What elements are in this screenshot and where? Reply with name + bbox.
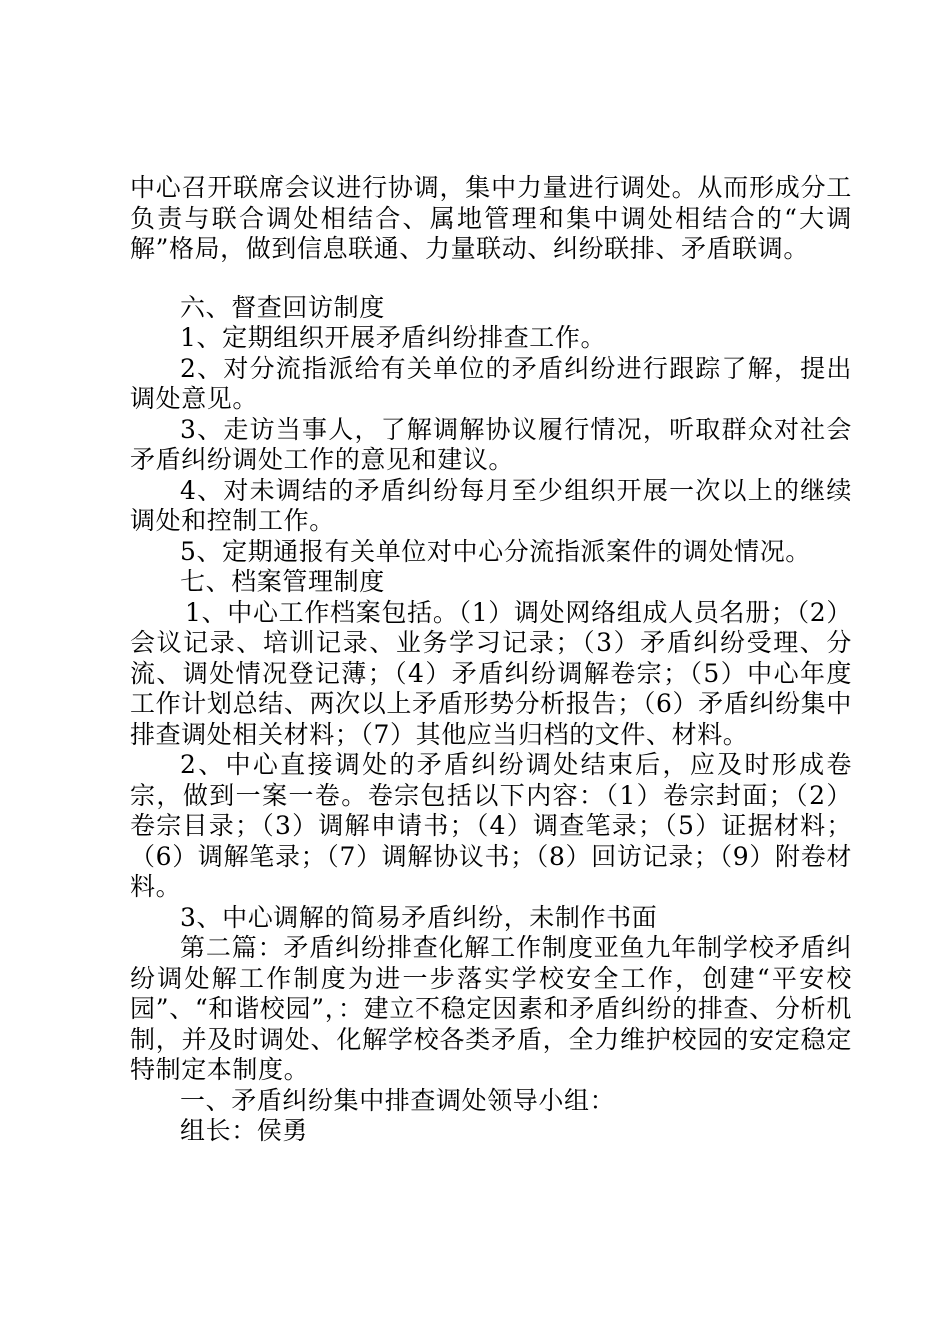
- paragraph-second-chapter: 第二篇：矛盾纠纷排查化解工作制度亚鱼九年制学校矛盾纠纷调处解工作制度为进一步落实学校安全工作，创建“平安校园”、“和谐校园”，：建立不稳定因素和矛盾纠纷的排查、分析机制，并及时调处、化解学校各类矛盾，全力维护校园的安定稳定特制定本制度。: [130, 933, 852, 1084]
- paragraph-item-5: 5、定期通报有关单位对中心分流指派案件的调处情况。: [180, 536, 811, 566]
- paragraph-item-2: 2、对分流指派给有关单位的矛盾纠纷进行跟踪了解，提出调处意见。: [130, 353, 852, 413]
- paragraph-archive-item-1: 1、中心工作档案包括。（1）调处网络组成人员名册；（2）会议记录、培训记录、业务学习记录；（3）矛盾纠纷受理、分流、调处情况登记薄；（4）矛盾纠纷调解卷宗；（5）中心年度工作计划总结、两次以上矛盾形势分析报告；（6）矛盾纠纷集中排查调处相关材料；（7）其他应当归档的文件、材料。: [130, 597, 852, 749]
- heading-supervision-revisit: 六、督查回访制度: [180, 292, 385, 322]
- heading-archive-management: 七、档案管理制度: [180, 567, 385, 596]
- paragraph-joint-meeting: 中心召开联席会议进行协调，集中力量进行调处。从而形成分工负责与联合调处相结合、属地管理和集中调处相结合的“大调解”格局，做到信息联通、力量联动、纠纷联排、矛盾联调。: [130, 173, 852, 263]
- paragraph-archive-item-3: 3、中心调解的简易矛盾纠纷，未制作书面: [180, 902, 658, 932]
- paragraph-item-4: 4、对未调结的矛盾纠纷每月至少组织开展一次以上的继续调处和控制工作。: [130, 475, 852, 535]
- paragraph-group-leader: 组长：侯勇: [180, 1116, 309, 1145]
- document-body: [130, 173, 852, 1147]
- paragraph-item-1: 1、定期组织开展矛盾纠纷排查工作。: [180, 323, 607, 352]
- paragraph-archive-item-2: 2、中心直接调处的矛盾纠纷调处结束后，应及时形成卷宗，做到一案一卷。卷宗包括以下内容：（1）卷宗封面；（2）卷宗目录；（3）调解申请书；（4）调查笔录；（5）证据材料；（6）调解笔录；（7）调解协议书；（8）回访记录；（9）附卷材料。: [130, 750, 852, 901]
- paragraph-item-3: 3、走访当事人，了解调解协议履行情况，听取群众对社会矛盾纠纷调处工作的意见和建议。: [130, 414, 852, 474]
- heading-leading-group: 一、矛盾纠纷集中排查调处领导小组：: [180, 1085, 616, 1115]
